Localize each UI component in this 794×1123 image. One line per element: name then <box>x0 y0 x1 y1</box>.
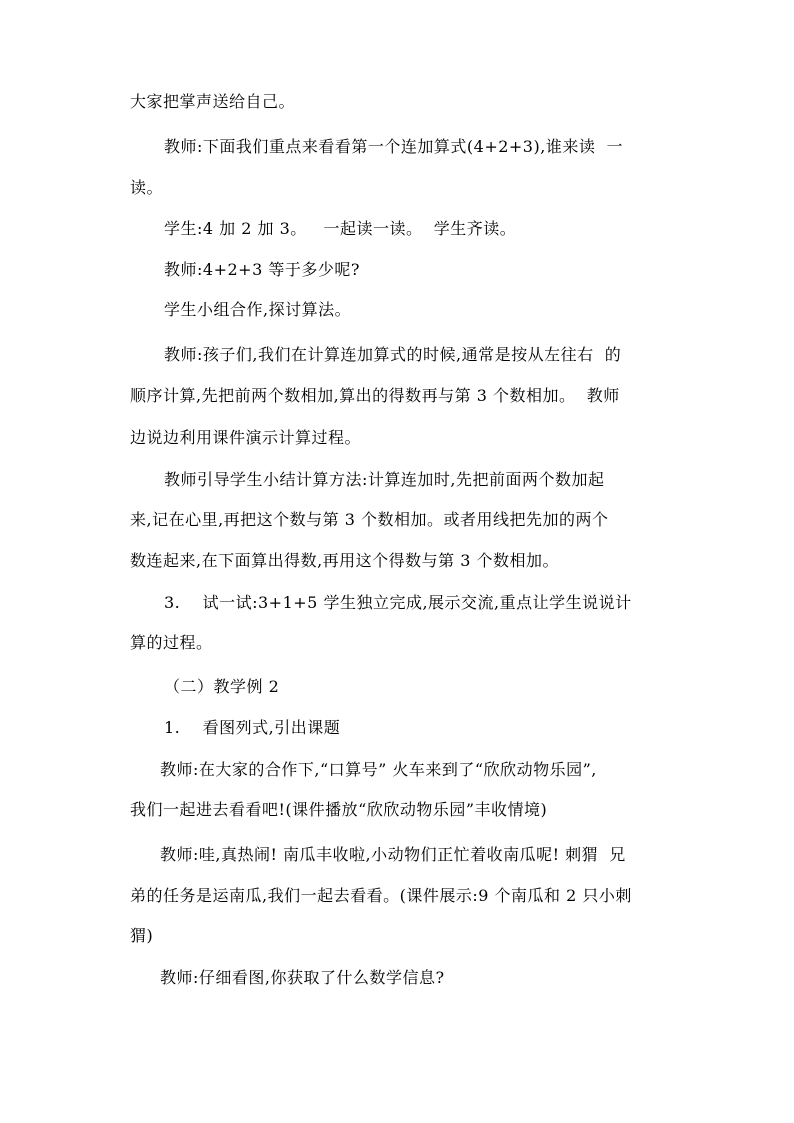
text-line: 学生:4 加 2 加 3。 一起读一读。 学生齐读。 <box>164 219 517 238</box>
text-line: 读。 <box>130 178 164 197</box>
text-line: 我们一起进去看看吧!(课件播放“欣欣动物乐园”丰收情境) <box>130 800 548 819</box>
section-heading: （二）教学例 2 <box>164 677 280 696</box>
text-line: 弟的任务是运南瓜,我们一起去看看。(课件展示:9 个南瓜和 2 只小刺 <box>130 886 632 905</box>
text-line: 教师引导学生小结计算方法:计算连加时,先把前面两个数加起 <box>164 470 605 489</box>
text-line: 教师:在大家的合作下,“口算号” 火车来到了“欣欣动物乐园”, <box>160 760 597 779</box>
text-line: 学生小组合作,探讨算法。 <box>164 300 352 319</box>
text-line: 教师:孩子们,我们在计算连加算式的时候,通常是按从左往右 的 <box>164 345 622 364</box>
text-line: 教师:哇,真热闹! 南瓜丰收啦,小动物们正忙着收南瓜呢! 刺猬 兄 <box>160 845 626 864</box>
text-line: 大家把掌声送给自己。 <box>130 92 296 111</box>
text-line: 边说边利用课件演示计算过程。 <box>130 428 362 447</box>
text-line: 算的过程。 <box>130 633 213 652</box>
text-line: 3. 试一试:3+1+5 学生独立完成,展示交流,重点让学生说说计 <box>164 593 632 612</box>
text-line: 1. 看图列式,引出课题 <box>164 718 341 737</box>
text-line: 教师:仔细看图,你获取了什么数学信息? <box>160 968 445 987</box>
text-line: 来,记在心里,再把这个数与第 3 个数相加。或者用线把先加的两个 <box>130 510 609 529</box>
text-line: 数连起来,在下面算出得数,再用这个得数与第 3 个数相加。 <box>130 551 560 570</box>
text-line: 顺序计算,先把前两个数相加,算出的得数再与第 3 个数相加。 教师 <box>130 386 620 405</box>
text-line: 教师:4+2+3 等于多少呢? <box>164 260 360 279</box>
text-line: 教师:下面我们重点来看看第一个连加算式(4+2+3),谁来读 一 <box>164 137 623 156</box>
text-line: 猬) <box>130 926 154 945</box>
